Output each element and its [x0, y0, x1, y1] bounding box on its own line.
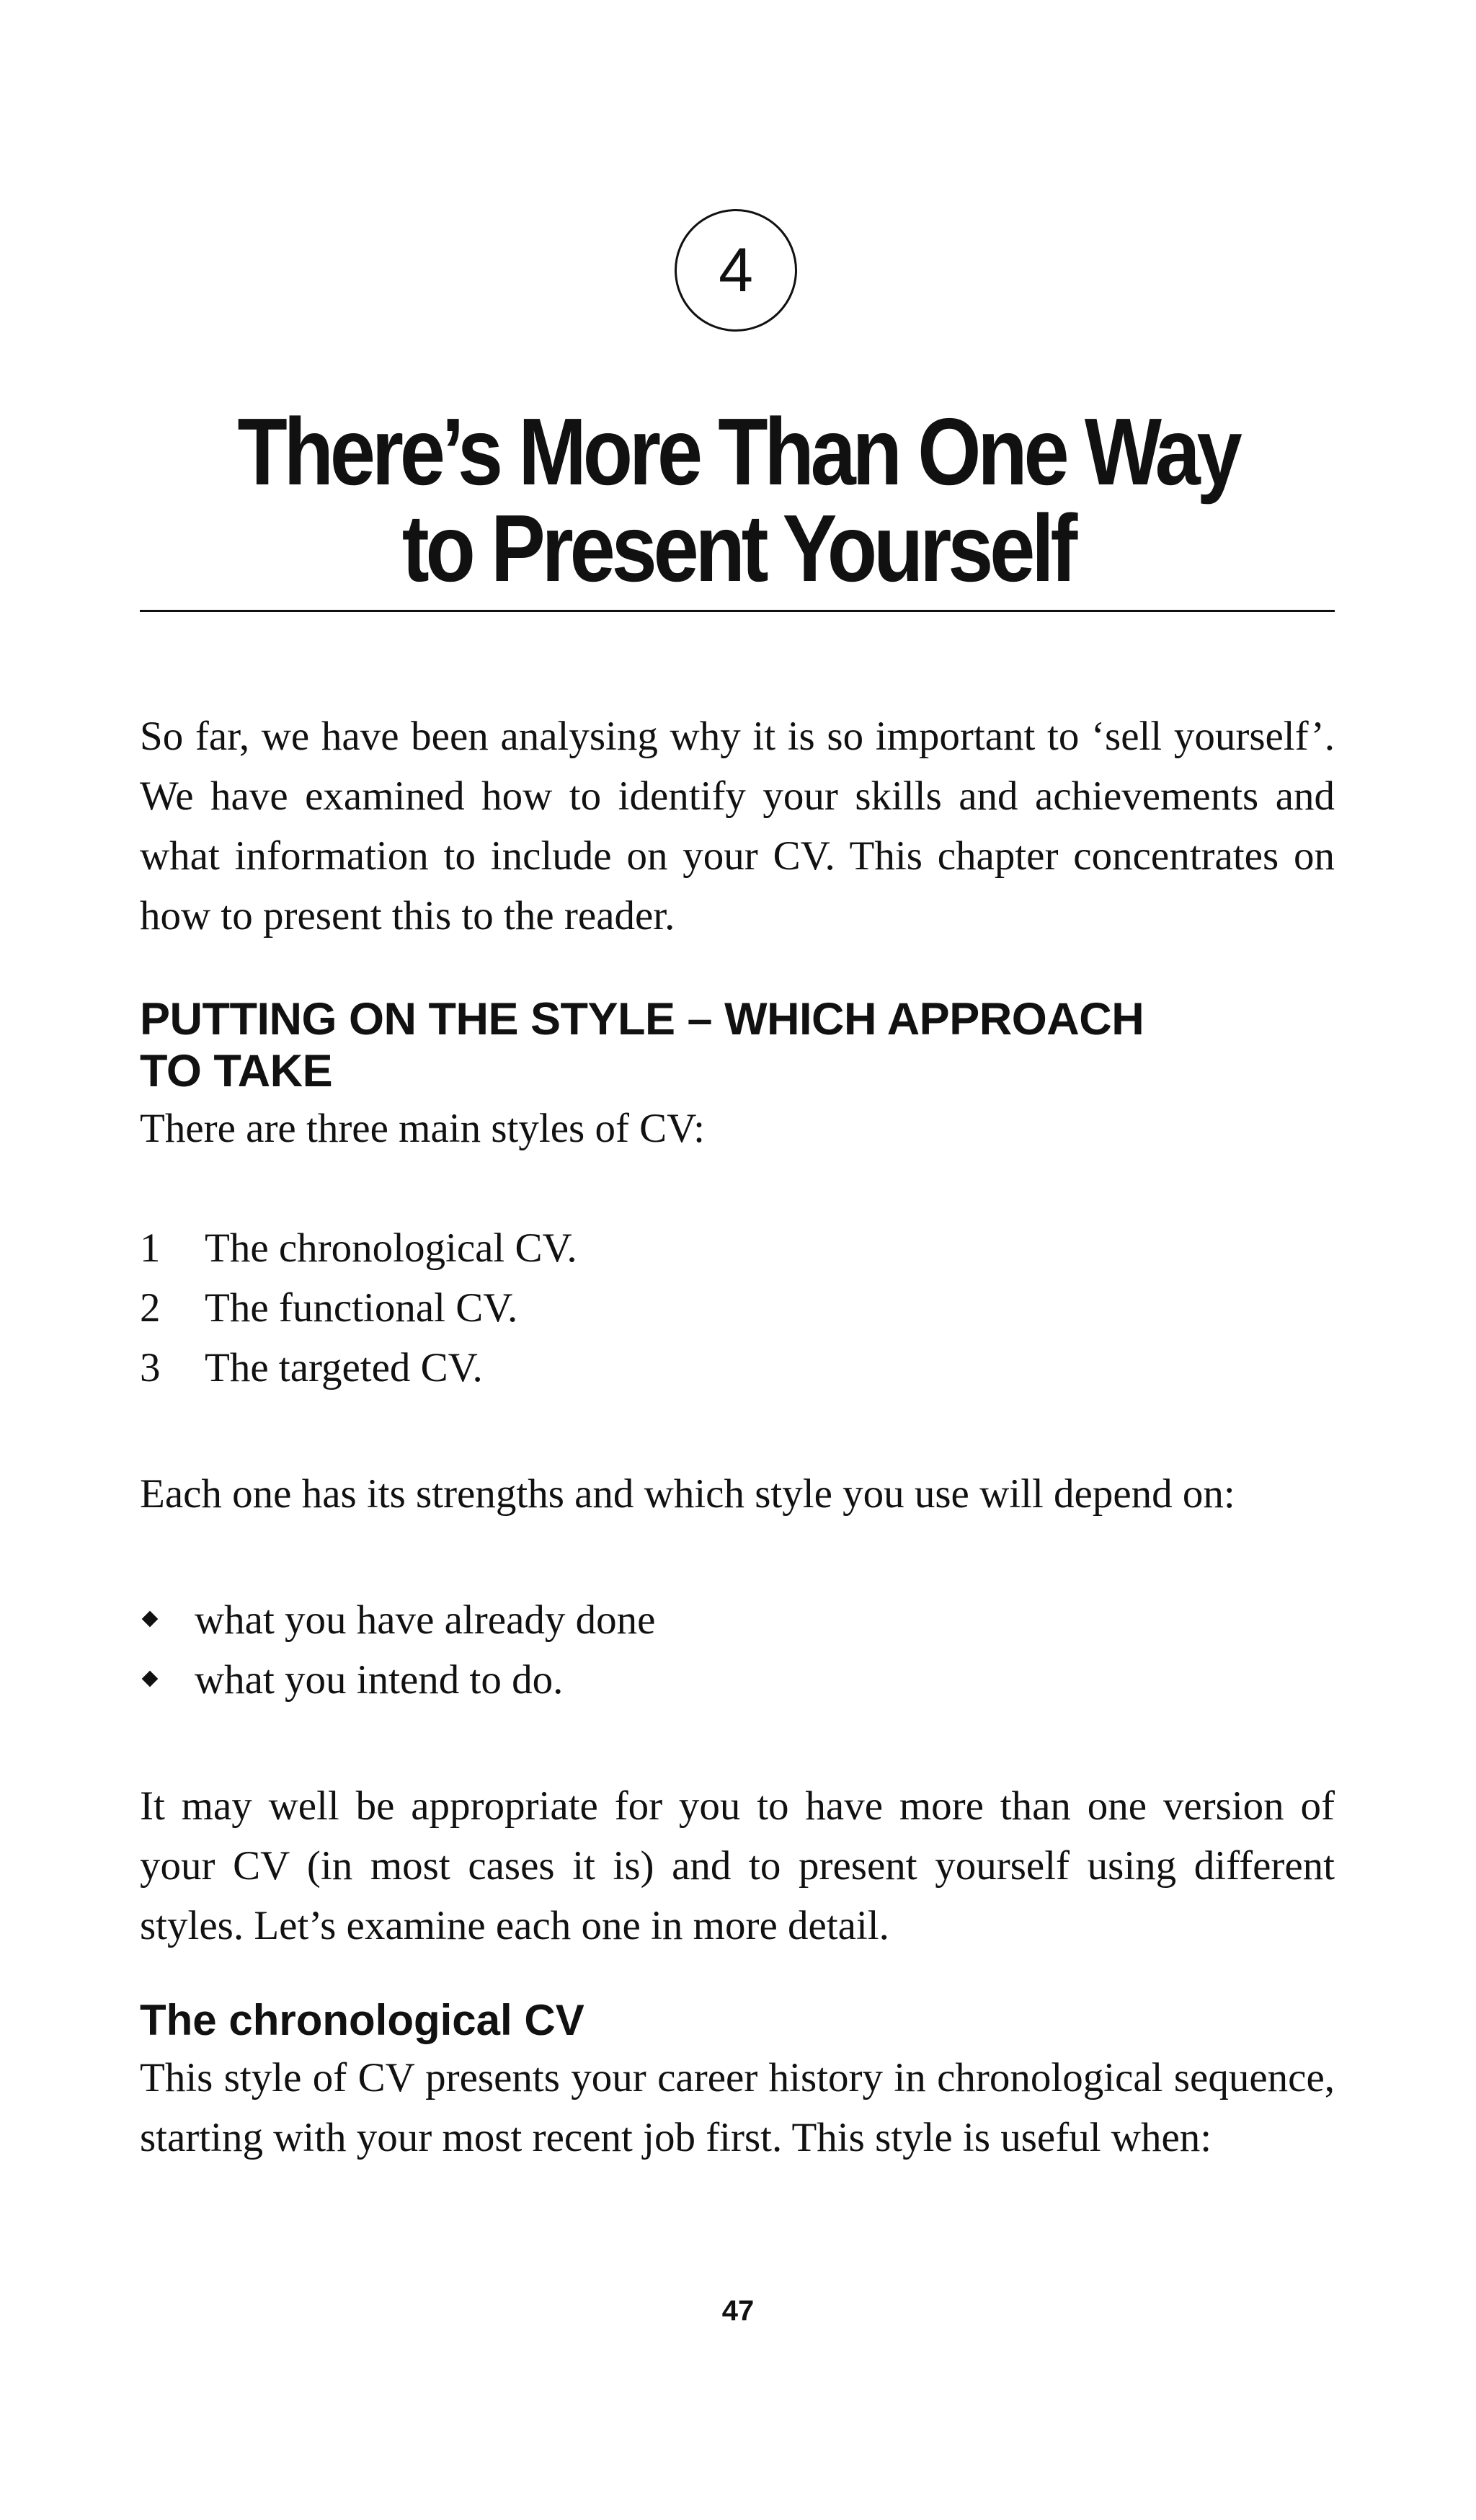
list-item-text: The functional CV.: [205, 1285, 518, 1331]
list-item-number: 1: [140, 1225, 161, 1271]
section-heading-line-1: PUTTING ON THE STYLE – WHICH APPROACH: [140, 994, 1144, 1044]
bullet-item: [140, 1650, 1335, 1710]
chapter-number: 4: [719, 235, 753, 305]
list-item-number: 3: [140, 1345, 161, 1390]
chronological-paragraph: This style of CV presents your career history in chronological sequence, starting with your most recent job first. This style is useful when:: [140, 2055, 1335, 2160]
list-item-number: 2: [140, 1285, 161, 1331]
depends-bullet-list: [140, 1590, 1335, 1710]
page-body: [140, 706, 1335, 2168]
chapter-title: [203, 399, 1273, 601]
list-item: [140, 1338, 1335, 1398]
cv-styles-list: [140, 1218, 1335, 1398]
list-item-text: The chronological CV.: [205, 1225, 577, 1271]
bullet-item: [140, 1590, 1335, 1650]
section-heading-style: [140, 993, 1335, 1097]
bullet-item-text: what you have already done: [195, 1597, 656, 1643]
closing-paragraph: It may well be appropriate for you to have more than one version of your CV (in most cases it is) and to present yourself using different styles. Let’s examine each one in more detail.: [140, 1783, 1335, 1948]
diamond-bullet-icon: [140, 1650, 195, 1710]
styles-lead-text: There are three main styles of CV:: [140, 1106, 705, 1151]
list-item-text: The targeted CV.: [205, 1345, 483, 1390]
bullet-item-text: what you intend to do.: [195, 1657, 564, 1703]
section-heading-line-2: TO TAKE: [140, 1046, 333, 1096]
chapter-number-badge: [675, 209, 797, 332]
intro-paragraph: So far, we have been analysing why it is so important to ‘sell yourself’. We have examined how to identify your skills and achievements and what information to include on your CV. This chapter concentrates on how to present this to the reader.: [140, 714, 1335, 939]
chapter-title-line-1: There’s More Than One Way: [237, 399, 1239, 505]
chapter-title-line-2: to Present Yourself: [401, 495, 1075, 601]
diamond-bullet-icon: [140, 1590, 195, 1650]
depends-paragraph: Each one has its strengths and which style you use will depend on:: [140, 1471, 1235, 1517]
page-number: 47: [721, 2295, 755, 2327]
subsection-heading-chronological: The chronological CV: [140, 1996, 584, 2044]
title-divider: [140, 610, 1335, 612]
list-item: [140, 1278, 1335, 1338]
list-item: [140, 1218, 1335, 1278]
